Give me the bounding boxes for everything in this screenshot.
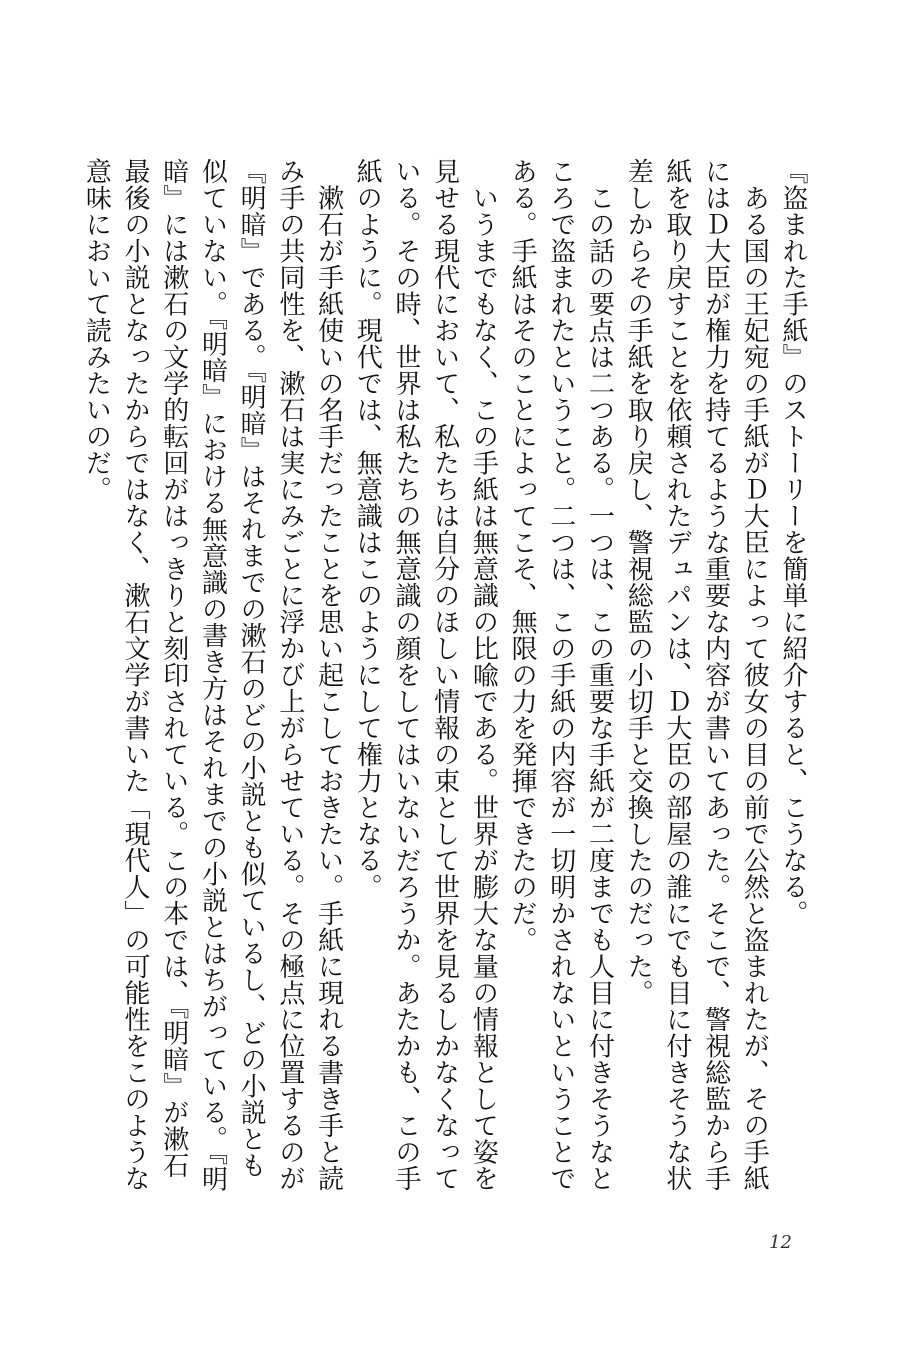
paragraph-unconscious-metaphor: いうまでもなく、この手紙は無意識の比喩である。世界が膨大な量の情報として姿を見せる現代において、私たちは自分のほしい情報の束として世界を見るしかなくなっている。その時、世界は私たちの無意識の顔をしてはいないだろうか。あたかも、この手紙のように。現代では、無意識はこのようにして権力となる。 (352, 158, 499, 1192)
vertical-text-body (77, 158, 812, 1198)
paragraph-story-intro: 『盗まれた手紙』のストーリーを簡単に紹介すると、こうなる。 (778, 158, 808, 927)
page-number: 12 (769, 1232, 792, 1253)
paragraph-soseki-letters: 漱石が手紙使いの名手だったことを思い起こしておきたい。手紙に現れる書き手と読み手の共同性を、漱石は実にみごとに浮かび上がらせている。その極点に位置するのが『明暗』である。『明暗』はそれまでの漱石のどの小説とも似ているし、どの小説とも似ていない。『明暗』における無意識の書き方はそれまでの小説とはちがっている。『明暗』には漱石の文学的転回がはっきりと刻印されている。この本では、『明暗』が漱石最後の小説となったからではなく、漱石文学が書いた「現代人」の可能性をこのような意味において読みたいのだ。 (81, 158, 344, 1192)
paragraph-two-points: この話の要点は二つある。一つは、この重要な手紙が二度までも人目に付きそうなところで盗まれたということ。二つは、この手紙の内容が一切明かされないということである。手紙はそのことによってこそ、無限の力を発揮できたのだ。 (507, 158, 615, 1192)
paragraph-story-summary: ある国の王妃宛の手紙がＤ大臣によって彼女の目の前で公然と盗まれたが、その手紙にはＤ大臣が権力を持てるような重要な内容が書いてあった。そこで、警視総監から手紙を取り戻すことを依頼されたデュパンは、Ｄ大臣の部屋の誰にでも目に付きそうな状差しからその手紙を取り戻し、警視総監の小切手と交換したのだった。 (623, 158, 770, 1192)
